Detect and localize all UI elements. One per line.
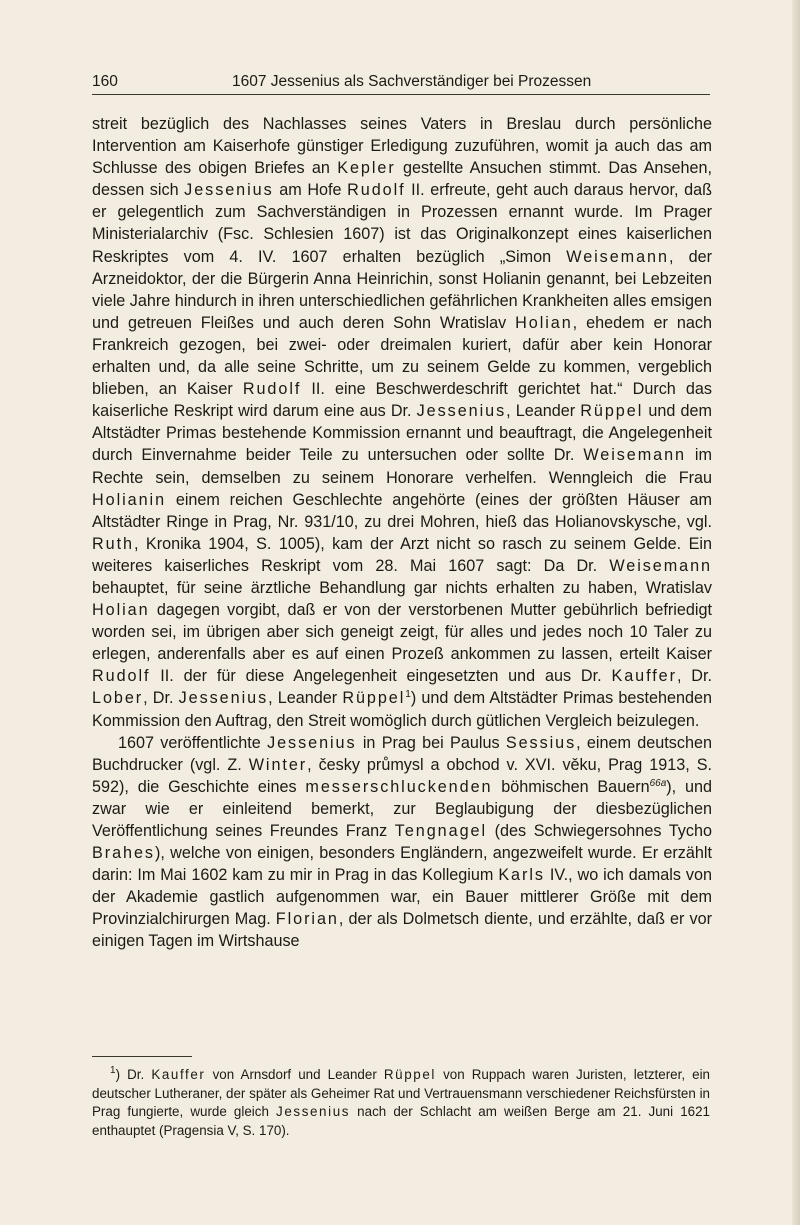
- name-rudolf: Rudolf: [347, 181, 406, 200]
- name-rudolf: Rudolf: [92, 667, 151, 686]
- name-rudolf: Rudolf: [242, 380, 302, 399]
- name-holianin: Holianin: [92, 490, 167, 509]
- text-run: gestellte Ansuchen stimmt. Das Ansehen, dessen sich: [92, 159, 712, 200]
- name-weisemann: Weisemann: [609, 556, 712, 575]
- text-run: ) und dem Altstädter Primas bestehenden Kommission den Auftrag, den Streit womöglich durch gütlichen Vergleich beizulegen.: [92, 689, 712, 730]
- text-run: streit bezüglich des Nachlasses seines Vaters in Breslau durch persönliche Intervention am Kaiserhofe günstiger Erledigung zuzuführen, womit ja auch das am Schlusse des obigen Briefes an: [92, 115, 712, 178]
- text-run: ), welche von einigen, besonders Engländern, angezweifelt wurde. Er erzählt darin: Im Mai 1602 kam zu mir in Prag in das Kollegium: [92, 844, 712, 885]
- text-run: , ehedem er nach Frankreich gezogen, bei zwei- oder dreimalen kuriert, dafür aber kein Honorar erhalten und, da alle seine Schritte, um zu seinem Gelde zu kommen, vergeblich blieben, an Kaiser: [92, 313, 712, 399]
- text-run: ), und zwar wie er einleitend bemerkt, zur Beglaubigung der diesbezüglichen Veröffentlichung seines Freundes Franz: [92, 777, 712, 840]
- name-weisemann: Weisemann: [583, 446, 686, 465]
- text-run: , Dr.: [143, 689, 179, 708]
- name-jessenius: Jessenius: [267, 733, 357, 752]
- text-run: , Dr.: [676, 667, 712, 686]
- page-number: 160: [92, 73, 118, 90]
- text-run: und dem Altstädter Primas bestehende Kommission ernannt und beauftragt, die Angelegenheit durch Einvernahme beider Teile zu untersuchen oder sollte Dr.: [92, 402, 712, 465]
- footnote-text: [92, 1066, 710, 1140]
- running-title: 1607 Jessenius als Sachverständiger bei Prozessen: [232, 73, 592, 90]
- name-kauffer: Kauffer: [151, 1067, 206, 1082]
- text-run: , Leander: [506, 402, 581, 421]
- text-run: von Ruppach waren Juristen, letzterer, ein deutscher Lutheraner, der später als Geheimer Rat und Vertrauensmann verschiedener Reichsfürsten in Prag fungierte, wurde gleich: [92, 1067, 710, 1120]
- footnote: [92, 1066, 710, 1140]
- name-rueppel: Rüppel: [342, 689, 406, 708]
- text-run: böhmischen Bauern: [492, 777, 650, 796]
- name-rueppel: Rüppel: [580, 402, 644, 421]
- footnote-reference[interactable]: 1: [405, 689, 411, 701]
- name-lober: Lober: [92, 689, 144, 708]
- name-karls: Karls: [498, 866, 545, 885]
- text-run: behauptet, für seine ärztliche Behandlung gar nichts erhalten zu haben, Wratislav: [92, 578, 712, 597]
- name-jessenius: Jessenius: [416, 402, 507, 421]
- text-run: , der Arzneidoktor, der die Bürgerin Anna Heinrichin, sonst Holianin genannt, bei Lebzeiten viele Jahre hindurch in ihren unterschiedlichen gefährlichen Krankheiten alles emsigen und getreuen Fleißes und auch deren Sohn Wratislav: [92, 247, 712, 332]
- name-winter: Winter: [248, 755, 308, 774]
- name-ruth: Ruth: [92, 534, 134, 553]
- name-jessenius: Jessenius: [276, 1104, 351, 1120]
- text-run: II. eine Beschwerdeschrift gerichtet hat.“ Durch das kaiserliche Reskript wird darum eine aus Dr.: [92, 380, 712, 421]
- text-run: von Arnsdorf und Leander: [205, 1067, 384, 1082]
- text-run: IV., wo ich damals von der Akademie gastlich aufgenommen war, ein Bauer mittlerer Größe mit dem Provinzialchirurgen Mag.: [92, 866, 712, 929]
- name-weisemann: Weisemann: [566, 247, 669, 266]
- footnote-marker: 1: [110, 1065, 116, 1076]
- text-run: einem reichen Geschlechte angehörte (eines der größten Häuser am Altstädter Ringe in Prag, Nr. 931/10, zu drei Mohren, hieß das Holianovskysche, vgl.: [92, 490, 712, 531]
- text-run: nach der Schlacht am weißen Berge am 21. Juni 1621 enthauptet (Pragensia V, S. 170).: [92, 1104, 710, 1138]
- name-kepler: Kepler: [337, 159, 396, 178]
- main-text: [92, 113, 712, 953]
- name-rueppel: Rüppel: [383, 1067, 436, 1082]
- name-jessenius: Jessenius: [178, 689, 269, 708]
- text-run: ) Dr.: [115, 1067, 152, 1082]
- text-run: im Rechte sein, demselben zu seinem Honorare verhelfen. Wenngleich die Frau: [92, 446, 713, 487]
- text-run: in Prag bei Paulus: [356, 733, 506, 752]
- running-header: [92, 72, 710, 95]
- name-holian: Holian: [515, 313, 573, 332]
- text-run: , Kronika 1904, S. 1005), kam der Arzt nicht so rasch zu seinem Gelde. Ein weiteres kaiserliches Reskript vom 28. Mai 1607 sagt: Da Dr.: [92, 534, 712, 575]
- text-run: am Hofe: [273, 181, 348, 200]
- name-brahes: Brahes: [92, 844, 155, 863]
- name-jessenius: Jessenius: [184, 181, 274, 200]
- paragraph-1: [92, 113, 712, 732]
- text-run: II. erfreute, geht auch daraus hervor, daß er gelegentlich zum Sachverständigen in Prozessen ernannt wurde. Im Prager Ministerialarchiv (Fsc. Schlesien 1607) ist das Originalkonzept eines kaiserlichen Reskriptes vom 4. IV. 1607 erhalten bezüglich „Simon: [92, 181, 712, 266]
- text-run: , einem deutschen Buchdrucker (vgl. Z.: [92, 733, 712, 774]
- name-holian: Holian: [92, 601, 150, 620]
- paragraph-2: [92, 732, 712, 953]
- text-run: , česky průmysl a obchod v. XVI. věku, Prag 1913, S. 592), die Geschichte eines: [92, 755, 712, 796]
- name-sessius: Sessius: [505, 733, 577, 752]
- text-run: II. der für diese Angelegenheit eingesetzten und aus Dr.: [150, 667, 612, 686]
- name-kauffer: Kauffer: [611, 667, 677, 686]
- text-run: dagegen vorgibt, daß er von der verstorbenen Mutter gebührlich befriedigt worden sei, im übrigen aber sich geneigt zeigt, für alles und jedes noch 10 Taler zu erlegen, anderenfalls aber es auf einen Prozeß ankommen zu lassen, erteilt Kaiser: [92, 601, 712, 664]
- page-edge: [792, 0, 800, 1225]
- text-run: 1607 veröffentlichte: [118, 733, 268, 752]
- text-run: (des Schwiegersohnes Tycho: [487, 822, 712, 840]
- footnote-reference[interactable]: 66a: [649, 777, 667, 789]
- text-run: , der als Dolmetsch diente, und erzählte, daß er vor einigen Tagen im Wirtshause: [92, 910, 712, 951]
- text-run: , Leander: [268, 689, 343, 708]
- name-tengnagel: Tengnagel: [394, 822, 488, 840]
- term-messerschluckenden: messerschluckenden: [305, 777, 493, 796]
- name-florian: Florian: [275, 910, 339, 929]
- footnote-divider: [92, 1056, 192, 1057]
